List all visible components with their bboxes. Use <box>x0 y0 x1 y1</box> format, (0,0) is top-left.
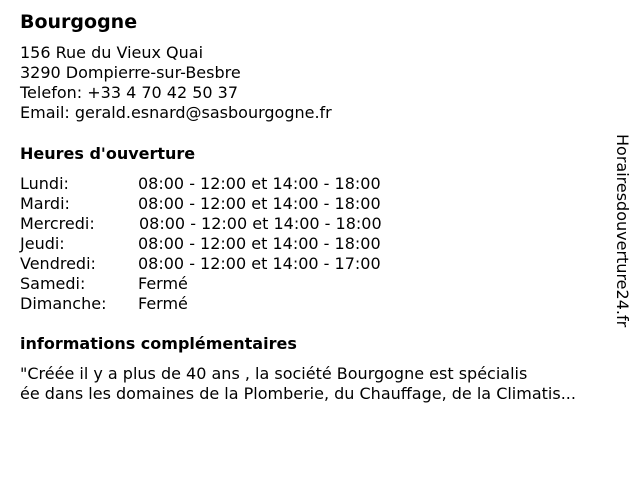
email-address: Email: gerald.esnard@sasbourgogne.fr <box>20 103 332 122</box>
day-label: Samedi: <box>20 274 86 293</box>
time-value: Fermé <box>138 294 188 313</box>
info-heading: informations complémentaires <box>20 334 297 353</box>
time-value: 08:00 - 12:00 et 14:00 - 18:00 <box>138 234 381 253</box>
info-line: "Créée il y a plus de 40 ans , la société Bourgogne est spécialis <box>20 364 528 383</box>
time-value: 08:00 - 12:00 et 14:00 - 18:00 <box>138 174 381 193</box>
site-watermark <box>612 134 632 346</box>
hours-heading: Heures d'ouverture <box>20 144 196 163</box>
time-value: 08:00 - 12:00 et 14:00 - 18:00 <box>139 214 382 233</box>
day-label: Dimanche: <box>20 294 107 313</box>
day-label: Jeudi: <box>20 234 65 253</box>
time-value: Fermé <box>138 274 188 293</box>
contact-block <box>20 43 332 123</box>
time-value: 08:00 - 12:00 et 14:00 - 17:00 <box>138 254 381 273</box>
day-label: Lundi: <box>20 174 69 193</box>
company-name: Bourgogne <box>20 11 138 33</box>
info-line: ée dans les domaines de la Plomberie, du Chauffage, de la Climatis... <box>20 384 576 403</box>
city-address: 3290 Dompierre-sur-Besbre <box>20 63 241 82</box>
day-label: Mercredi: <box>20 214 95 233</box>
street-address: 156 Rue du Vieux Quai <box>20 43 204 62</box>
day-label: Vendredi: <box>20 254 96 273</box>
phone-number: Telefon: +33 4 70 42 50 37 <box>20 83 239 102</box>
watermark-text: Horairesdouverture24.fr <box>613 134 632 328</box>
day-label: Mardi: <box>20 194 70 213</box>
time-value: 08:00 - 12:00 et 14:00 - 18:00 <box>138 194 381 213</box>
info-text <box>20 364 630 404</box>
